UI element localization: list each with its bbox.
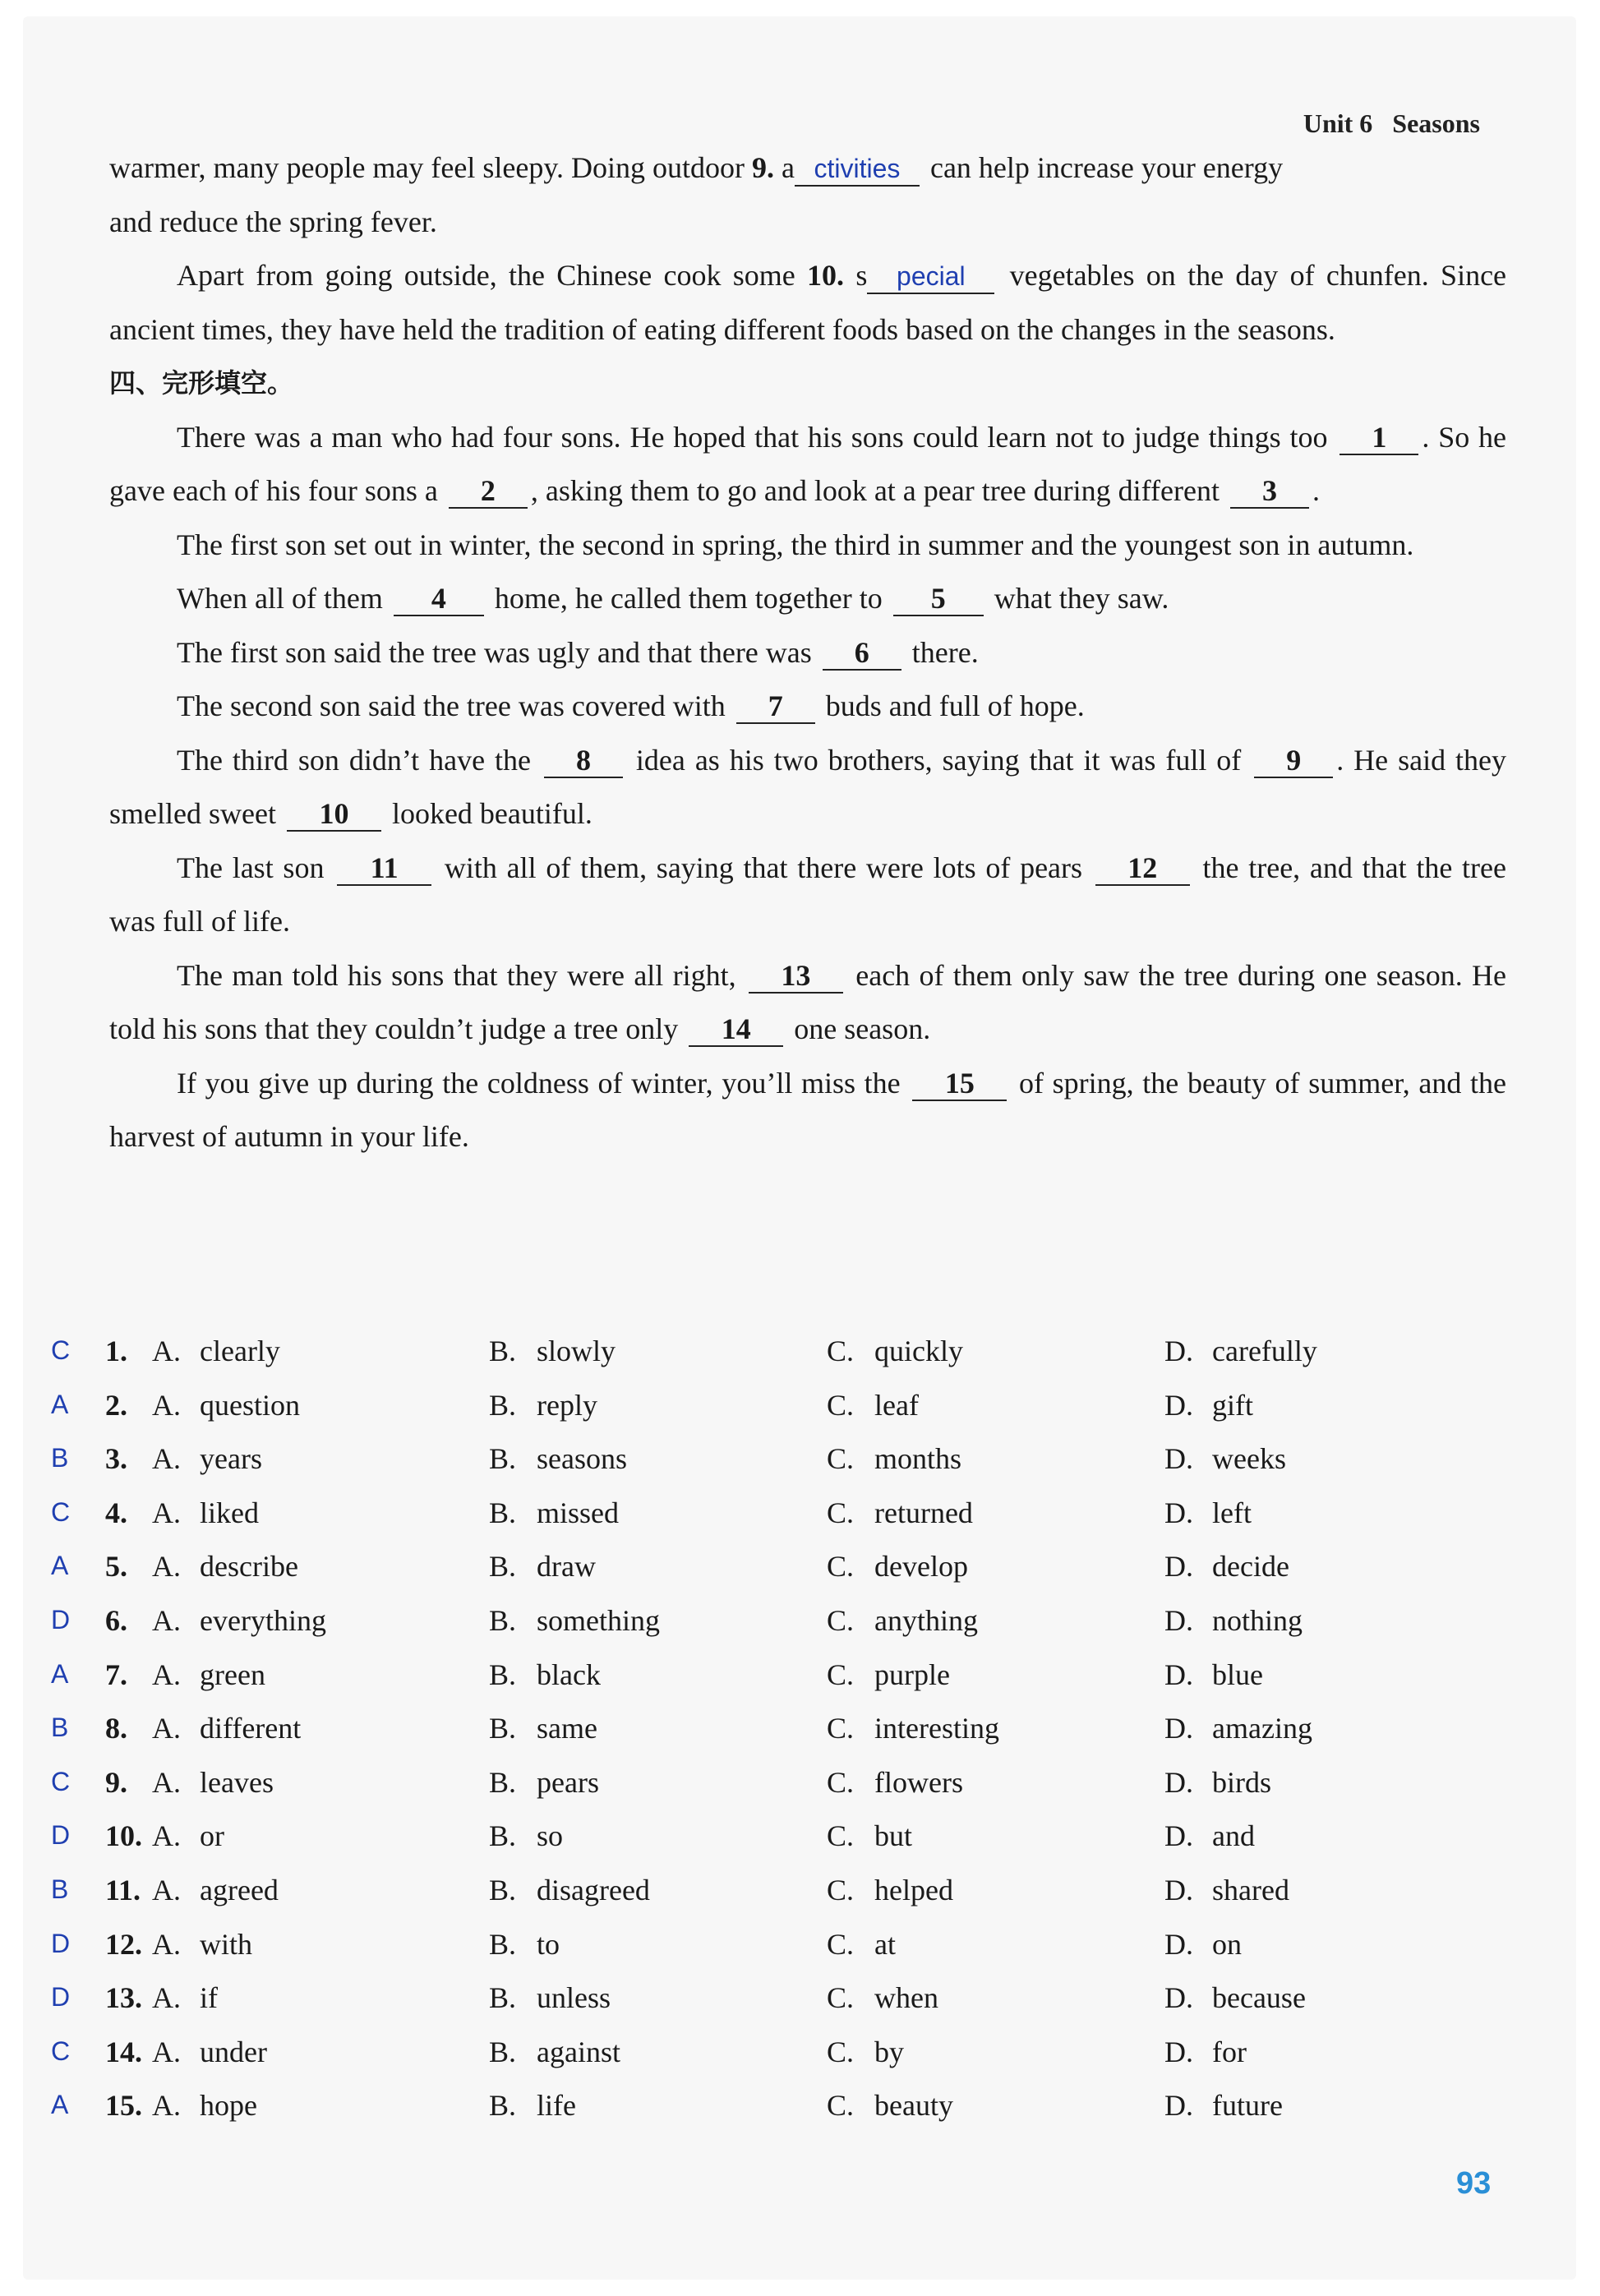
option-letter: D. <box>1164 1873 1193 1906</box>
option-letter: A. <box>152 1981 181 2015</box>
option-c[interactable] <box>827 1927 896 1962</box>
option-text: describe <box>200 1550 298 1584</box>
option-row <box>49 1651 1446 1705</box>
option-d[interactable] <box>1164 1334 1317 1368</box>
option-b[interactable] <box>489 1819 563 1853</box>
option-d[interactable] <box>1164 1388 1253 1422</box>
option-c[interactable] <box>827 2035 904 2069</box>
option-text: seasons <box>537 1442 627 1476</box>
option-text: different <box>200 1712 302 1745</box>
cloze-blank-15[interactable]: 15 <box>912 1067 1007 1101</box>
option-text: carefully <box>1212 1335 1317 1367</box>
cloze-blank-11[interactable]: 11 <box>337 851 431 886</box>
option-text: by <box>874 2035 904 2068</box>
option-a[interactable] <box>152 1980 218 2015</box>
option-b[interactable] <box>489 1388 597 1422</box>
option-text: years <box>200 1442 262 1476</box>
option-text: blue <box>1212 1657 1263 1691</box>
option-letter: C. <box>827 2035 855 2068</box>
option-letter: D. <box>1164 1335 1193 1367</box>
option-letter: B. <box>489 1603 517 1637</box>
option-c[interactable] <box>827 1603 978 1638</box>
cloze-blank-8[interactable]: 8 <box>544 744 623 778</box>
option-text: flowers <box>874 1765 963 1799</box>
question-number: 7. <box>105 1657 127 1691</box>
option-c[interactable] <box>827 1549 968 1584</box>
option-text: green <box>200 1657 265 1691</box>
option-a[interactable] <box>152 1441 262 1476</box>
option-a[interactable] <box>152 1603 326 1638</box>
option-text: liked <box>200 1496 259 1529</box>
cloze-blank-13[interactable]: 13 <box>749 959 843 994</box>
option-letter: A. <box>152 1873 181 1906</box>
option-letter: C. <box>827 2089 855 2123</box>
option-letter: C. <box>827 1712 855 1745</box>
option-letter: A. <box>152 1335 181 1367</box>
option-b[interactable] <box>489 1873 650 1907</box>
option-letter: A. <box>152 1927 181 1961</box>
option-a[interactable] <box>152 2088 257 2123</box>
cloze-paragraph-9: If you give up during the coldness of winter, you’ll miss the 15 of spring, the beauty of summer, and the harvest of autumn in your life. <box>109 1066 1507 1153</box>
option-letter: B. <box>489 1496 517 1529</box>
cloze-blank-4[interactable]: 4 <box>394 582 484 616</box>
question-number: 12. <box>105 1927 142 1961</box>
question-number: 3. <box>105 1442 127 1476</box>
option-text: disagreed <box>537 1873 650 1906</box>
option-letter: B. <box>489 2035 517 2068</box>
option-letter: C. <box>827 1927 855 1961</box>
question-number: 2. <box>105 1388 127 1422</box>
option-letter: C. <box>827 1819 855 1853</box>
option-letter: C. <box>827 1765 855 1799</box>
option-letter: D. <box>1164 1657 1193 1691</box>
option-letter: B. <box>489 1927 517 1961</box>
option-a[interactable] <box>152 1388 300 1422</box>
option-d[interactable] <box>1164 1603 1303 1638</box>
option-letter: D. <box>1164 1388 1193 1422</box>
question-number: 13. <box>105 1981 142 2015</box>
option-c[interactable] <box>827 1334 963 1368</box>
option-b[interactable] <box>489 2088 576 2123</box>
option-a[interactable] <box>152 1657 265 1692</box>
option-row <box>49 1489 1446 1543</box>
option-letter: D. <box>1164 2089 1193 2123</box>
option-b[interactable] <box>489 1980 611 2015</box>
option-letter: D. <box>1164 1981 1193 2015</box>
option-text: to <box>537 1927 560 1961</box>
option-a[interactable] <box>152 1711 301 1745</box>
option-text: quickly <box>874 1335 963 1367</box>
option-d[interactable] <box>1164 2035 1247 2069</box>
option-letter: C. <box>827 1657 855 1691</box>
passage1-paragraph2: Apart from going outside, the Chinese cook some 10. s pecial vegetables on the day of chunfen. Since ancient times, they have held the tradition of eating different foods based on the changes in the seasons. <box>109 259 1507 346</box>
option-text: so <box>537 1819 564 1853</box>
option-letter: D. <box>1164 1442 1193 1476</box>
answer-mark: D <box>51 1928 71 1958</box>
option-letter: C. <box>827 1603 855 1637</box>
option-b[interactable] <box>489 1711 597 1745</box>
cloze-paragraph-6: The third son didn’t have the 8 idea as his two brothers, saying that it was full of 9 . He said they smelled sweet 10 looked beautiful. <box>109 743 1507 830</box>
answer-mark: D <box>51 1820 71 1851</box>
option-b[interactable] <box>489 1549 596 1584</box>
question-number: 14. <box>105 2035 142 2068</box>
option-text: pears <box>537 1765 599 1799</box>
option-b[interactable] <box>489 1334 616 1368</box>
option-text: on <box>1212 1927 1242 1961</box>
option-row <box>49 1812 1446 1866</box>
option-letter: D. <box>1164 2035 1193 2068</box>
option-letter: C. <box>827 1873 855 1906</box>
option-letter: D. <box>1164 1496 1193 1529</box>
option-letter: B. <box>489 1335 517 1367</box>
option-text: reply <box>537 1388 597 1422</box>
option-text: if <box>200 1981 218 2015</box>
option-a[interactable] <box>152 1819 224 1853</box>
option-letter: C. <box>827 1496 855 1529</box>
option-text: against <box>537 2035 620 2068</box>
cloze-paragraph-1: There was a man who had four sons. He hoped that his sons could learn not to judge things too 1 . So he gave each of his four sons a 2 , asking them to go and look at a pear tree during different 3 . <box>109 420 1507 507</box>
option-c[interactable] <box>827 1873 953 1907</box>
option-letter: B. <box>489 1442 517 1476</box>
option-text: hope <box>200 2089 257 2123</box>
cloze-paragraph-2: The first son set out in winter, the second in spring, the third in summer and the youngest son in autumn. <box>177 528 1414 561</box>
question-number: 11. <box>105 1873 141 1906</box>
option-text: purple <box>874 1657 950 1691</box>
passage1-line1: warmer, many people may feel sleepy. Doing outdoor 9. a ctivities can help increase your energy <box>109 141 1506 196</box>
option-text: weeks <box>1212 1442 1286 1476</box>
option-d[interactable] <box>1164 1441 1286 1476</box>
answer-mark: D <box>51 1604 71 1634</box>
option-text: birds <box>1212 1765 1271 1799</box>
option-letter: B. <box>489 1388 517 1422</box>
answer-mark: C <box>51 1335 71 1365</box>
option-letter: D. <box>1164 1765 1193 1799</box>
option-b[interactable] <box>489 1927 560 1962</box>
option-text: everything <box>200 1603 326 1637</box>
option-d[interactable] <box>1164 1657 1263 1692</box>
answer-mark: A <box>51 1658 69 1689</box>
option-letter: A. <box>152 1388 181 1422</box>
option-text: at <box>874 1927 896 1961</box>
passage-content <box>109 141 1506 1164</box>
option-letter: D. <box>1164 1927 1193 1961</box>
option-letter: A. <box>152 1765 181 1799</box>
option-letter: B. <box>489 1873 517 1906</box>
question-number: 15. <box>105 2089 142 2123</box>
page-header <box>1303 108 1480 139</box>
question-number: 5. <box>105 1550 127 1584</box>
answer-mark: A <box>51 1551 69 1581</box>
answer-mark: A <box>51 2090 69 2120</box>
option-text: agreed <box>200 1873 279 1906</box>
option-row <box>49 1597 1446 1651</box>
option-b[interactable] <box>489 1603 660 1638</box>
answer-mark: D <box>51 1982 71 2012</box>
option-d[interactable] <box>1164 1819 1255 1853</box>
option-text: for <box>1212 2035 1247 2068</box>
options-list <box>49 1327 1446 2136</box>
cloze-blank-10[interactable]: 10 <box>287 797 381 832</box>
option-a[interactable] <box>152 1873 279 1907</box>
answer-mark: C <box>51 1766 71 1796</box>
option-c[interactable] <box>827 1441 961 1476</box>
option-letter: A. <box>152 1712 181 1745</box>
option-text: missed <box>537 1496 620 1529</box>
cloze-paragraph-8: The man told his sons that they were all right, 13 each of them only saw the tree during one season. He told his sons that they couldn’t judge a tree only 14 one season. <box>109 958 1507 1045</box>
option-letter: C. <box>827 1388 855 1422</box>
option-letter: A. <box>152 1603 181 1637</box>
option-text: helped <box>874 1873 953 1906</box>
option-text: question <box>200 1388 300 1422</box>
option-letter: B. <box>489 1712 517 1745</box>
passage1-line2: and reduce the spring fever. <box>109 205 437 238</box>
option-row <box>49 1435 1446 1489</box>
option-text: anything <box>874 1603 978 1637</box>
option-letter: D. <box>1164 1603 1193 1637</box>
option-d[interactable] <box>1164 1873 1289 1907</box>
question-number: 6. <box>105 1603 127 1637</box>
option-text: future <box>1212 2089 1283 2123</box>
option-letter: A. <box>152 1657 181 1691</box>
option-letter: B. <box>489 1819 517 1853</box>
cloze-paragraph-7: The last son 11 with all of them, saying that there were lots of pears 12 the tree, and that the tree was full of life. <box>109 851 1507 938</box>
option-text: but <box>874 1819 913 1853</box>
option-d[interactable] <box>1164 1549 1289 1584</box>
option-c[interactable] <box>827 1711 999 1745</box>
option-text: shared <box>1212 1873 1289 1906</box>
answer-mark: B <box>51 1874 69 1904</box>
option-letter: A. <box>152 1442 181 1476</box>
option-b[interactable] <box>489 1441 627 1476</box>
option-c[interactable] <box>827 1496 973 1530</box>
option-text: something <box>537 1603 660 1637</box>
answer-mark: A <box>51 1389 69 1419</box>
option-text: returned <box>874 1496 973 1529</box>
option-letter: A. <box>152 1550 181 1584</box>
option-a[interactable] <box>152 1496 259 1530</box>
cloze-paragraph-5: The second son said the tree was covered with 7 buds and full of hope. <box>177 689 1085 722</box>
option-a[interactable] <box>152 1549 298 1584</box>
option-d[interactable] <box>1164 1927 1242 1962</box>
option-text: gift <box>1212 1388 1253 1422</box>
option-c[interactable] <box>827 1980 938 2015</box>
option-letter: B. <box>489 2089 517 2123</box>
option-b[interactable] <box>489 2035 620 2069</box>
section-title: 四、完形填空。 <box>109 367 294 399</box>
option-a[interactable] <box>152 2035 267 2069</box>
cloze-blank-1[interactable]: 1 <box>1339 421 1418 455</box>
option-text: beauty <box>874 2089 953 2123</box>
option-letter: C. <box>827 1442 855 1476</box>
question-number: 4. <box>105 1496 127 1529</box>
option-d[interactable] <box>1164 1711 1312 1745</box>
option-text: same <box>537 1712 597 1745</box>
page-number: 93 <box>1456 2166 1492 2201</box>
option-letter: A. <box>152 1819 181 1853</box>
option-text: with <box>200 1927 253 1961</box>
option-letter: B. <box>489 1550 517 1584</box>
option-row <box>49 1759 1446 1813</box>
option-letter: C. <box>827 1550 855 1584</box>
option-letter: C. <box>827 1335 855 1367</box>
option-b[interactable] <box>489 1657 601 1692</box>
answer-mark: C <box>51 2036 71 2066</box>
option-c[interactable] <box>827 2088 953 2123</box>
option-row <box>49 2082 1446 2136</box>
question-number: 1. <box>105 1335 127 1367</box>
cloze-paragraph-3: When all of them 4 home, he called them together to 5 what they saw. <box>177 582 1169 615</box>
option-row <box>49 1920 1446 1975</box>
option-text: slowly <box>537 1335 616 1367</box>
option-text: months <box>874 1442 962 1476</box>
option-row <box>49 1974 1446 2028</box>
unit-label: Unit 6 <box>1303 108 1373 138</box>
option-letter: B. <box>489 1981 517 2015</box>
cloze-blank-5[interactable]: 5 <box>893 582 984 616</box>
option-d[interactable] <box>1164 1980 1306 2015</box>
option-letter: A. <box>152 2089 181 2123</box>
option-text: left <box>1212 1496 1252 1529</box>
option-text: amazing <box>1212 1712 1312 1745</box>
option-text: nothing <box>1212 1603 1303 1637</box>
option-text: under <box>200 2035 267 2068</box>
answer-mark: B <box>51 1713 69 1743</box>
option-d[interactable] <box>1164 1496 1252 1530</box>
option-text: decide <box>1212 1550 1289 1584</box>
option-text: leaf <box>874 1388 919 1422</box>
option-letter: B. <box>489 1765 517 1799</box>
option-d[interactable] <box>1164 1765 1271 1800</box>
unit-topic: Seasons <box>1392 108 1480 138</box>
option-c[interactable] <box>827 1657 950 1692</box>
cloze-blank-7[interactable]: 7 <box>736 689 815 724</box>
option-letter: D. <box>1164 1819 1193 1853</box>
option-text: unless <box>537 1981 611 2015</box>
option-text: clearly <box>200 1335 280 1367</box>
option-text: interesting <box>874 1712 999 1745</box>
option-letter: A. <box>152 2035 181 2068</box>
option-a[interactable] <box>152 1927 252 1962</box>
option-row <box>49 1327 1446 1381</box>
option-text: because <box>1212 1981 1306 2015</box>
cloze-blank-6[interactable]: 6 <box>823 636 901 671</box>
option-letter: C. <box>827 1981 855 2015</box>
option-text: life <box>537 2089 576 2123</box>
option-text: and <box>1212 1819 1255 1853</box>
option-row <box>49 2028 1446 2082</box>
option-row <box>49 1704 1446 1759</box>
cloze-blank-14[interactable]: 14 <box>689 1012 783 1047</box>
option-c[interactable] <box>827 1765 963 1800</box>
option-row <box>49 1542 1446 1597</box>
cloze-paragraph-4: The first son said the tree was ugly and that there was 6 there. <box>177 635 979 669</box>
option-a[interactable] <box>152 1334 280 1368</box>
cloze-blank-2[interactable]: 2 <box>449 474 528 509</box>
cloze-blank-9[interactable]: 9 <box>1254 744 1333 778</box>
question-number: 9. <box>105 1765 127 1799</box>
option-text: or <box>200 1819 224 1853</box>
option-a[interactable] <box>152 1765 274 1800</box>
option-text: draw <box>537 1550 596 1584</box>
option-row <box>49 1381 1446 1436</box>
option-c[interactable] <box>827 1388 919 1422</box>
option-letter: A. <box>152 1496 181 1529</box>
option-letter: B. <box>489 1657 517 1691</box>
cloze-blank-12[interactable]: 12 <box>1095 851 1190 886</box>
option-text: black <box>537 1657 601 1691</box>
option-letter: D. <box>1164 1550 1193 1584</box>
q10-answer-blank[interactable]: pecial <box>867 259 994 294</box>
option-letter: D. <box>1164 1712 1193 1745</box>
cloze-blank-3[interactable]: 3 <box>1230 474 1309 509</box>
option-b[interactable] <box>489 1765 599 1800</box>
option-d[interactable] <box>1164 2088 1283 2123</box>
option-text: leaves <box>200 1765 274 1799</box>
question-number: 10. <box>105 1819 142 1853</box>
answer-mark: B <box>51 1443 69 1473</box>
option-c[interactable] <box>827 1819 912 1853</box>
option-text: when <box>874 1981 938 2015</box>
answer-mark: C <box>51 1496 71 1527</box>
q9-answer-blank[interactable]: ctivities <box>795 151 920 187</box>
option-text: develop <box>874 1550 968 1584</box>
question-number: 8. <box>105 1712 127 1745</box>
option-b[interactable] <box>489 1496 619 1530</box>
option-row <box>49 1866 1446 1920</box>
